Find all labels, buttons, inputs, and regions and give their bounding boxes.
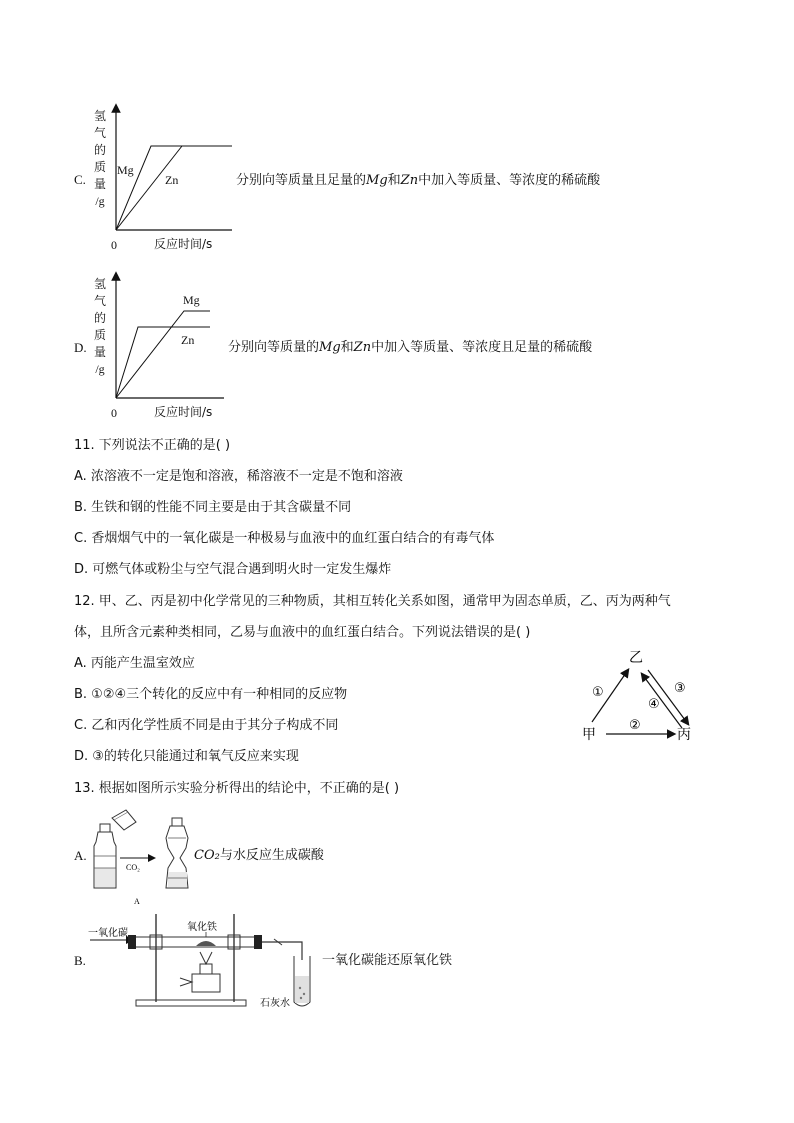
- y-label-char: /g: [95, 362, 105, 376]
- option-d-graph: [100, 272, 240, 422]
- q13-option-b-conclusion: 一氧化碳能还原氧化铁: [322, 953, 453, 968]
- mg-line: [116, 311, 210, 398]
- q12-stem-line2: 体，且所含元素种类相同，乙易与血液中的血红蛋白结合。下列说法错误的是( ): [74, 625, 531, 640]
- y-label-char: 的: [93, 143, 106, 157]
- q11-option-c: C. 香烟烟气中的一氧化碳是一种极易与血液中的血红蛋白结合的有毒气体: [74, 531, 495, 546]
- label-fe2o3: 氧化铁: [187, 922, 217, 933]
- y-label-char: 的: [93, 311, 106, 325]
- y-label-char: 质: [93, 328, 106, 342]
- label-4: ④: [648, 697, 660, 712]
- co-reduction-apparatus: [88, 906, 328, 1014]
- y-label-char: 气: [93, 294, 106, 308]
- q12-option-a: A. 丙能产生温室效应: [74, 656, 195, 671]
- label-3: ③: [674, 681, 686, 696]
- node-right: 丙: [677, 727, 691, 743]
- zn-series-label: Zn: [165, 173, 179, 187]
- y-label-char: 氢: [93, 277, 106, 291]
- origin-label: 0: [111, 406, 117, 420]
- co2-bottle-experiment: [88, 808, 198, 908]
- y-label-char: 气: [93, 126, 106, 140]
- q11-option-a: A. 浓溶液不一定是饱和溶液，稀溶液不一定是不饱和溶液: [74, 469, 403, 484]
- desc-text: 和: [340, 340, 354, 355]
- q11-option-b: B. 生铁和钢的性能不同主要是由于其含碳量不同: [74, 500, 352, 515]
- conclusion-text: 与水反应生成碳酸: [219, 848, 324, 863]
- q11-option-d: D. 可燃气体或粉尘与空气混合遇到明火时一定发生爆炸: [74, 562, 392, 577]
- co2-formula: CO₂: [194, 848, 220, 863]
- figure-caption-a: A: [134, 897, 140, 906]
- conversion-diagram: [576, 646, 716, 746]
- zn-symbol: Zn: [400, 173, 419, 188]
- q13-option-b-letter: B.: [74, 953, 86, 968]
- node-top: 乙: [629, 650, 643, 666]
- desc-text: 和: [387, 173, 401, 188]
- q12-option-d: D. ③的转化只能通过和氧气反应来实现: [74, 749, 299, 764]
- desc-text: 中加入等质量、等浓度且足量的稀硫酸: [371, 340, 593, 355]
- option-d-letter: D.: [74, 340, 87, 355]
- desc-text: 分别向等质量的: [228, 340, 320, 355]
- option-d-description: [228, 339, 592, 357]
- mg-symbol: Mg: [366, 173, 388, 188]
- y-label-char: 氢: [93, 109, 106, 123]
- option-c-letter: C.: [74, 172, 86, 187]
- q12-option-b: B. ①②④三个转化的反应中有一种相同的反应物: [74, 687, 348, 702]
- y-label-char: 质: [93, 160, 106, 174]
- mg-line: [116, 146, 232, 230]
- q12-stem-line1: 12. 甲、乙、丙是初中化学常见的三种物质，其相互转化关系如图，通常甲为固态单质，乙、丙为两种气: [74, 594, 671, 609]
- option-d-x-label: 反应时间/s: [154, 405, 213, 419]
- origin-label: 0: [111, 238, 117, 252]
- node-left: 甲: [582, 727, 596, 743]
- desc-text: 分别向等质量且足量的: [236, 173, 367, 188]
- option-c-x-label: 反应时间/s: [154, 237, 213, 251]
- co2-gas-label: CO₂: [126, 863, 140, 872]
- q13-option-a-conclusion: [194, 847, 324, 865]
- label-limewater: 石灰水: [260, 998, 290, 1009]
- y-label-char: 量: [93, 345, 106, 359]
- mg-series-label: Mg: [183, 293, 200, 307]
- zn-line: [116, 146, 182, 230]
- zn-series-label: Zn: [181, 333, 195, 347]
- mg-series-label: Mg: [117, 163, 134, 177]
- desc-text: 中加入等质量、等浓度的稀硫酸: [418, 173, 601, 188]
- label-1: ①: [592, 685, 604, 700]
- option-c-description: [236, 172, 600, 190]
- q13-option-a-letter: A.: [74, 848, 87, 863]
- zn-symbol: Zn: [353, 340, 372, 355]
- q11-stem: 11. 下列说法不正确的是( ): [74, 438, 231, 453]
- q12-option-c: C. 乙和丙化学性质不同是由于其分子构成不同: [74, 718, 339, 733]
- label-co: 一氧化碳: [88, 928, 128, 939]
- y-label-char: /g: [95, 194, 105, 208]
- label-2: ②: [629, 718, 641, 733]
- q13-stem: 13. 根据如图所示实验分析得出的结论中，不正确的是( ): [74, 781, 400, 796]
- y-label-char: 量: [93, 177, 106, 191]
- mg-symbol: Mg: [319, 340, 341, 355]
- option-c-graph: [100, 104, 240, 254]
